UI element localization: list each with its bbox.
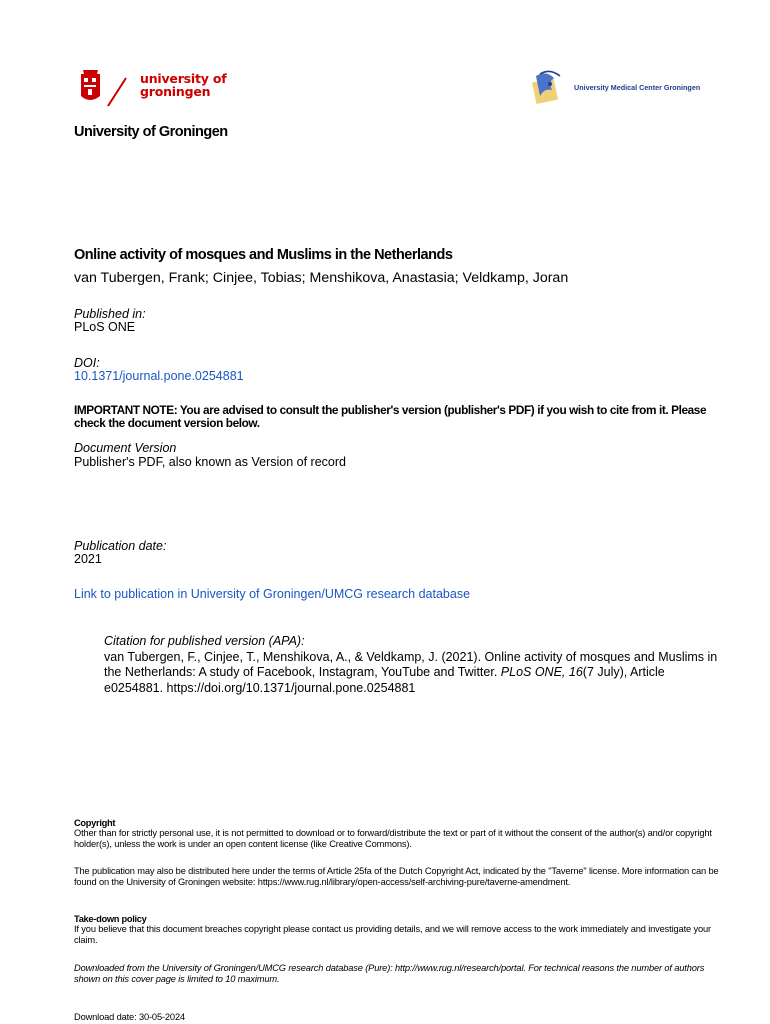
downloaded-from-notice: Downloaded from the University of Groningen/UMCG research database (Pure): http://www.rug.nl/research/portal. For technical reasons the number of authors shown on this cover page is limited to 10 maximum.	[74, 963, 705, 984]
publication-title: Online activity of mosques and Muslims in the Netherlands	[74, 247, 453, 263]
takedown-section	[74, 914, 724, 946]
citation-journal: PLoS ONE	[500, 665, 562, 679]
doi-link[interactable]: 10.1371/journal.pone.0254881	[74, 369, 244, 383]
publication-date-value: 2021	[74, 552, 102, 566]
research-database-link[interactable]: Link to publication in University of Groningen/UMCG research database	[74, 587, 471, 601]
rug-wordmark: university of groningen	[140, 71, 227, 99]
published-in-value: PLoS ONE	[74, 320, 136, 334]
copyright-heading: Copyright	[74, 818, 116, 828]
citation-block	[104, 634, 724, 696]
doi-label: DOI:	[74, 356, 100, 370]
authors: van Tubergen, Frank; Cinjee, Tobias; Menshikova, Anastasia; Veldkamp, Joran	[74, 270, 569, 286]
download-date: Download date: 30-05-2024	[74, 1012, 185, 1022]
institution-name: University of Groningen	[74, 124, 228, 140]
citation-volume: 16	[568, 665, 583, 679]
document-version-label: Document Version	[74, 441, 177, 455]
university-of-groningen-logo	[78, 66, 228, 110]
takedown-text: If you believe that this document breaches copyright please contact us providing details, and we will remove access to the work immediately and investigate your claim.	[74, 924, 711, 945]
umcg-emblem-icon	[526, 66, 570, 110]
takedown-heading: Take-down policy	[74, 914, 147, 924]
copyright-text: Other than for strictly personal use, it is not permitted to download or to forward/distribute the text or part of it without the consent of the author(s) and/or copyright holder(s), unless the work is under an open content license (like Creative Commons).	[74, 828, 712, 849]
published-in-label: Published in:	[74, 307, 146, 321]
publication-date-label: Publication date:	[74, 539, 167, 553]
umcg-wordmark: University Medical Center Groningen	[574, 83, 701, 92]
rug-crest-icon	[78, 66, 128, 110]
taverne-notice: The publication may also be distributed here under the terms of Article 25fa of the Dutch Copyright Act, indicated by the "Taverne" license. More information can be found on the University of Groningen website: https://www.rug.nl/library/open-access/self-archiving-pure/taverne-amendment.	[74, 866, 719, 887]
important-note: IMPORTANT NOTE: You are advised to consult the publisher's version (publisher's PDF) if you wish to cite from it. Please check the document version below.	[74, 403, 707, 430]
citation-label: Citation for published version (APA):	[104, 634, 305, 648]
umcg-logo	[526, 66, 706, 110]
citation-text: van Tubergen, F., Cinjee, T., Menshikova, A., & Veldkamp, J. (2021). Online activity of mosques and Muslims in the Netherlands: A study of Facebook, Instagram, YouTube and Twitter. PLoS ONE, 16(7 July), Article e0254881. https://doi.org/10.1371/journal.pone.0254881	[104, 649, 718, 695]
copyright-section	[74, 818, 724, 850]
document-version-value: Publisher's PDF, also known as Version of record	[74, 455, 346, 469]
